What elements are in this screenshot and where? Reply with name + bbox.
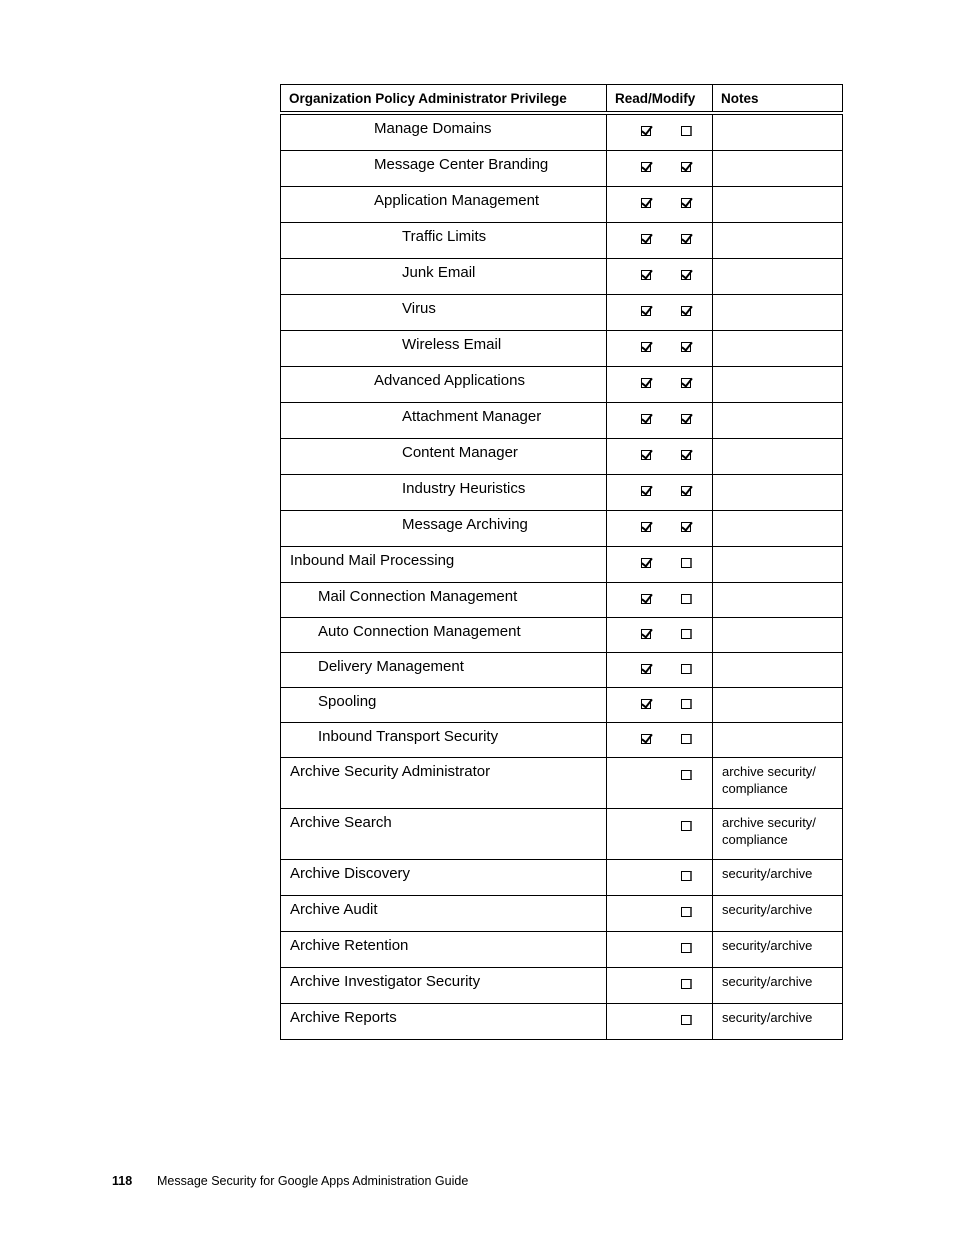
table-row	[281, 151, 843, 187]
modify-checkbox-unchecked[interactable]	[681, 770, 692, 780]
notes-cell	[713, 618, 843, 653]
header-notes: Notes	[713, 85, 843, 114]
read-checkbox-checked[interactable]	[641, 629, 651, 639]
privilege-name: Message Center Branding	[281, 151, 607, 187]
privilege-name: Junk Email	[281, 259, 607, 295]
read-checkbox-checked[interactable]	[641, 594, 651, 604]
header-read-modify: Read/Modify	[607, 85, 713, 114]
modify-checkbox-unchecked[interactable]	[681, 664, 692, 674]
modify-checkbox-unchecked[interactable]	[681, 979, 692, 989]
table-row	[281, 1004, 843, 1040]
notes-cell	[713, 403, 843, 439]
header-privilege: Organization Policy Administrator Privilege	[281, 85, 607, 114]
modify-checkbox-checked[interactable]	[681, 450, 691, 460]
notes-cell	[713, 688, 843, 723]
table-row	[281, 583, 843, 618]
table-row	[281, 758, 843, 809]
page-number: 118	[112, 1174, 133, 1188]
modify-checkbox-checked[interactable]	[681, 306, 691, 316]
read-modify-cell	[607, 331, 713, 367]
modify-checkbox-unchecked[interactable]	[681, 734, 692, 744]
read-modify-cell	[607, 511, 713, 547]
modify-checkbox-unchecked[interactable]	[681, 126, 692, 136]
read-modify-cell	[607, 475, 713, 511]
read-checkbox-checked[interactable]	[641, 270, 651, 280]
read-modify-cell	[607, 860, 713, 896]
notes-cell	[713, 367, 843, 403]
table-row	[281, 331, 843, 367]
notes-cell	[713, 187, 843, 223]
table-row	[281, 511, 843, 547]
read-checkbox-checked[interactable]	[641, 699, 651, 709]
read-checkbox-checked[interactable]	[641, 306, 651, 316]
table-row	[281, 618, 843, 653]
modify-checkbox-unchecked[interactable]	[681, 907, 692, 917]
privilege-name: Advanced Applications	[281, 367, 607, 403]
modify-checkbox-unchecked[interactable]	[681, 821, 692, 831]
privilege-name: Virus	[281, 295, 607, 331]
table-row	[281, 860, 843, 896]
modify-checkbox-unchecked[interactable]	[681, 629, 692, 639]
read-checkbox-checked[interactable]	[641, 450, 651, 460]
notes-cell	[713, 723, 843, 758]
read-checkbox-checked[interactable]	[641, 486, 651, 496]
read-modify-cell	[607, 151, 713, 187]
read-modify-cell	[607, 932, 713, 968]
read-modify-cell	[607, 688, 713, 723]
table-row	[281, 896, 843, 932]
privilege-name: Archive Retention	[281, 932, 607, 968]
table-row	[281, 259, 843, 295]
read-modify-cell	[607, 547, 713, 583]
read-modify-cell	[607, 1004, 713, 1040]
read-modify-cell	[607, 653, 713, 688]
privilege-name: Archive Audit	[281, 896, 607, 932]
table-row	[281, 475, 843, 511]
notes-cell	[713, 547, 843, 583]
modify-checkbox-unchecked[interactable]	[681, 558, 692, 568]
read-modify-cell	[607, 223, 713, 259]
read-modify-cell	[607, 439, 713, 475]
privilege-name: Wireless Email	[281, 331, 607, 367]
table-body	[281, 113, 843, 1040]
read-modify-cell	[607, 758, 713, 809]
modify-checkbox-checked[interactable]	[681, 486, 691, 496]
notes-cell: archive security/ compliance	[713, 758, 843, 809]
read-checkbox-checked[interactable]	[641, 414, 651, 424]
notes-cell: security/archive	[713, 1004, 843, 1040]
notes-cell: archive security/ compliance	[713, 809, 843, 860]
privilege-table	[280, 84, 843, 1040]
table-row	[281, 653, 843, 688]
notes-cell: security/archive	[713, 968, 843, 1004]
notes-cell	[713, 331, 843, 367]
read-checkbox-checked[interactable]	[641, 664, 651, 674]
notes-cell	[713, 475, 843, 511]
table-row	[281, 932, 843, 968]
privilege-name: Delivery Management	[281, 653, 607, 688]
table-row	[281, 403, 843, 439]
notes-cell	[713, 511, 843, 547]
page-footer	[112, 1174, 468, 1188]
privilege-name: Content Manager	[281, 439, 607, 475]
document-title: Message Security for Google Apps Administration Guide	[157, 1174, 469, 1188]
read-checkbox-checked[interactable]	[641, 198, 651, 208]
modify-checkbox-checked[interactable]	[681, 342, 691, 352]
notes-cell: security/archive	[713, 860, 843, 896]
notes-cell	[713, 439, 843, 475]
privilege-name: Auto Connection Management	[281, 618, 607, 653]
table-row	[281, 723, 843, 758]
read-modify-cell	[607, 723, 713, 758]
table-row	[281, 187, 843, 223]
read-modify-cell	[607, 583, 713, 618]
read-checkbox-checked[interactable]	[641, 126, 651, 136]
privilege-name: Archive Reports	[281, 1004, 607, 1040]
modify-checkbox-unchecked[interactable]	[681, 1015, 692, 1025]
modify-checkbox-checked[interactable]	[681, 522, 691, 532]
modify-checkbox-checked[interactable]	[681, 198, 691, 208]
privilege-name: Industry Heuristics	[281, 475, 607, 511]
notes-cell	[713, 583, 843, 618]
modify-checkbox-checked[interactable]	[681, 414, 691, 424]
modify-checkbox-unchecked[interactable]	[681, 943, 692, 953]
privilege-name: Application Management	[281, 187, 607, 223]
read-checkbox-checked[interactable]	[641, 378, 651, 388]
read-checkbox-checked[interactable]	[641, 522, 651, 532]
privilege-name: Spooling	[281, 688, 607, 723]
read-modify-cell	[607, 896, 713, 932]
table-row	[281, 113, 843, 151]
modify-checkbox-unchecked[interactable]	[681, 871, 692, 881]
table-row	[281, 968, 843, 1004]
read-modify-cell	[607, 295, 713, 331]
read-modify-cell	[607, 113, 713, 151]
privilege-name: Archive Security Administrator	[281, 758, 607, 809]
notes-cell	[713, 223, 843, 259]
read-checkbox-checked[interactable]	[641, 342, 651, 352]
notes-cell	[713, 113, 843, 151]
notes-cell	[713, 653, 843, 688]
read-modify-cell	[607, 367, 713, 403]
privilege-name: Manage Domains	[281, 113, 607, 151]
table-row	[281, 809, 843, 860]
privilege-name: Mail Connection Management	[281, 583, 607, 618]
privilege-name: Traffic Limits	[281, 223, 607, 259]
table-row	[281, 688, 843, 723]
read-checkbox-checked[interactable]	[641, 162, 651, 172]
read-modify-cell	[607, 618, 713, 653]
modify-checkbox-unchecked[interactable]	[681, 699, 692, 709]
modify-checkbox-checked[interactable]	[681, 378, 691, 388]
privilege-name: Archive Discovery	[281, 860, 607, 896]
table-row	[281, 547, 843, 583]
notes-cell	[713, 151, 843, 187]
notes-cell	[713, 295, 843, 331]
table-row	[281, 223, 843, 259]
privilege-name: Archive Investigator Security	[281, 968, 607, 1004]
read-modify-cell	[607, 187, 713, 223]
table-header	[281, 85, 843, 114]
modify-checkbox-checked[interactable]	[681, 234, 691, 244]
table-row	[281, 367, 843, 403]
modify-checkbox-checked[interactable]	[681, 162, 691, 172]
privilege-name: Archive Search	[281, 809, 607, 860]
read-checkbox-checked[interactable]	[641, 234, 651, 244]
modify-checkbox-checked[interactable]	[681, 270, 691, 280]
privilege-name: Attachment Manager	[281, 403, 607, 439]
read-modify-cell	[607, 809, 713, 860]
privilege-name: Inbound Mail Processing	[281, 547, 607, 583]
notes-cell: security/archive	[713, 896, 843, 932]
read-checkbox-checked[interactable]	[641, 734, 651, 744]
read-modify-cell	[607, 403, 713, 439]
privilege-name: Message Archiving	[281, 511, 607, 547]
privilege-name: Inbound Transport Security	[281, 723, 607, 758]
modify-checkbox-unchecked[interactable]	[681, 594, 692, 604]
notes-cell	[713, 259, 843, 295]
table-row	[281, 439, 843, 475]
notes-cell: security/archive	[713, 932, 843, 968]
read-checkbox-checked[interactable]	[641, 558, 651, 568]
read-modify-cell	[607, 968, 713, 1004]
read-modify-cell	[607, 259, 713, 295]
table-row	[281, 295, 843, 331]
